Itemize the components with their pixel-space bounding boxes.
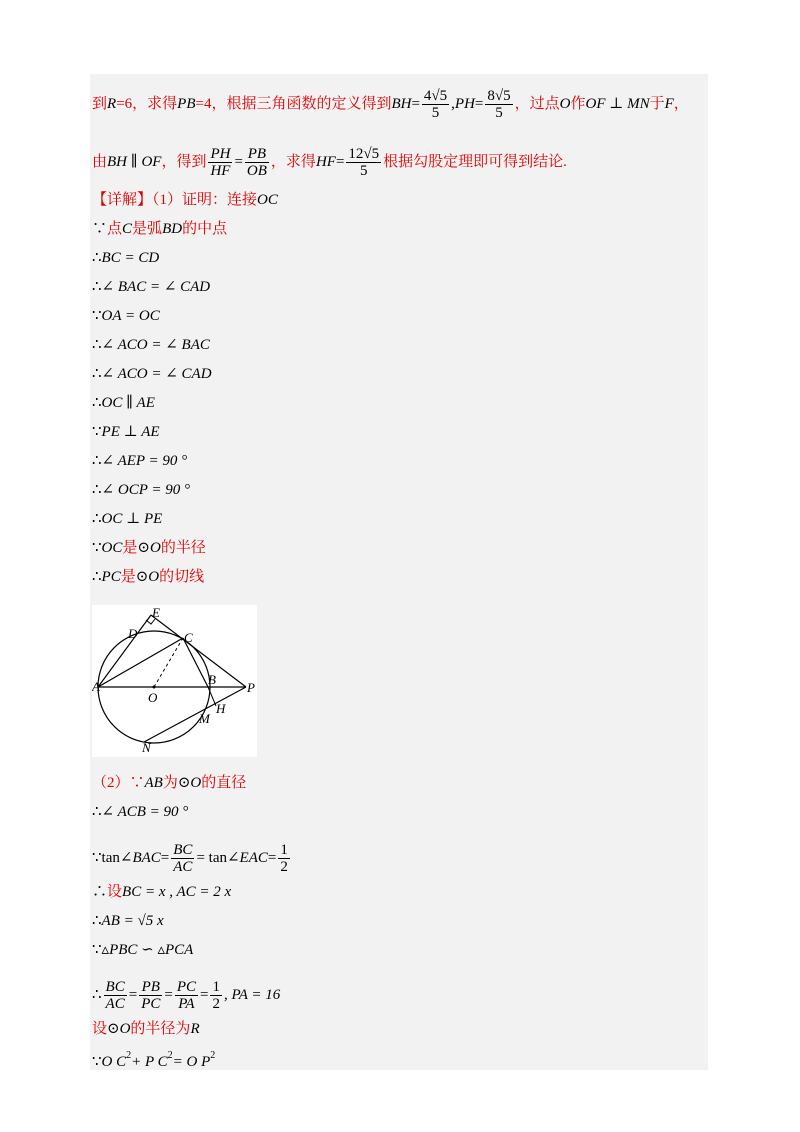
geometry-figure (92, 605, 257, 757)
geometry-diagram (92, 605, 257, 757)
part2-step-3: ∴设BC = x , AC = 2 x (92, 884, 232, 900)
part2-header: （2）∵AB为⊙O的直径 (92, 775, 247, 791)
part2-step-1: ∴∠ ACB = 90 ° (92, 804, 189, 820)
fraction-ph: $\frac{8√5}{5}$ (487, 88, 511, 121)
step-4: ∵OA = OC (92, 308, 160, 324)
line-ep (151, 615, 246, 687)
step-12: ∵OC是⊙O的半径 (92, 540, 206, 556)
part2-step-2: ∵tan∠BAC= $\frac{BC}{AC}$ = tan∠EAC= $\frac{1}{2}$ (92, 842, 288, 875)
label-n: N (142, 740, 151, 755)
part2-step-7: 设⊙O的半径为R (92, 1021, 200, 1037)
step-13: ∴PC是⊙O的切线 (92, 569, 205, 585)
label-c: C (184, 630, 193, 645)
label-a: A (92, 679, 100, 694)
step-9: ∴∠ AEP = 90 ° (92, 453, 188, 469)
part2-step-6: ∴ $\frac{BC}{AC}$ = $\frac{PB}{PC}$ = $\frac{PC}{PA}$ = $\frac{1}{2}$ , PA = 16 (92, 979, 281, 1012)
label-d: D (128, 626, 138, 641)
line-ac (98, 638, 183, 687)
part2-step-5: ∵▵PBC ∽ ▵PCA (92, 942, 194, 958)
step-7: ∴OC ∥ AE (92, 395, 155, 411)
step-8: ∵PE ⊥ AE (92, 424, 160, 440)
hint-line-1: 到R=6，求得PB=4，根据三角函数的定义得到BH= $\frac{4√5}{5}$ ,PH= $\frac{8√5}{5}$ ，过点O作OF ⊥ MN于F， (92, 88, 689, 121)
label-b: B (208, 672, 216, 687)
detail-header: 【详解】（1）证明：连接OC (92, 192, 278, 208)
line-np (144, 687, 246, 742)
fraction-bh: $\frac{4√5}{5}$ (423, 88, 448, 121)
fraction-s6-3: $\frac{PC}{PA}$ (176, 979, 196, 1012)
step-5: ∴∠ ACO = ∠ BAC (92, 337, 210, 353)
step-2: ∴BC = CD (92, 250, 160, 266)
step-11: ∴OC ⊥ PE (92, 511, 163, 527)
fraction-s6-1: $\frac{BC}{AC}$ (105, 979, 125, 1012)
label-o: O (148, 690, 158, 705)
fraction-ph-hf: $\frac{PH}{HF}$ (210, 146, 231, 179)
label-p: P (247, 680, 255, 695)
label-e: E (152, 605, 160, 620)
step-3: ∴∠ BAC = ∠ CAD (92, 279, 211, 295)
step-1: ∵点C是弧BD的中点 (92, 221, 228, 237)
fraction-s6-2: $\frac{PB}{PC}$ (141, 979, 161, 1012)
part2-step-8: ∵O $C^2+ P$ $C^2= O$ $P^2$ (92, 1050, 216, 1070)
step-6: ∴∠ ACO = ∠ CAD (92, 366, 212, 382)
line-ae (98, 615, 151, 687)
fraction-one-half: $\frac{1}{2}$ (280, 842, 288, 875)
fraction-hf: $\frac{12√5}{5}$ (348, 146, 380, 179)
step-10: ∴∠ OCP = 90 ° (92, 482, 190, 498)
fraction-bc-ac: $\frac{BC}{AC}$ (173, 842, 193, 875)
hint-line-2: 由BH ∥ OF，得到 $\frac{PH}{HF}$ = $\frac{PB}{OB}$ ，求得HF= $\frac{12√5}{5}$ 根据勾股定理即可得到结论. (92, 146, 567, 179)
part2-step-4: ∴AB = √5 x (92, 913, 164, 929)
line-oc (154, 638, 183, 687)
label-h: H (216, 701, 226, 716)
label-m: M (199, 711, 210, 726)
fraction-s6-4: $\frac{1}{2}$ (212, 979, 220, 1012)
center-point (153, 686, 156, 689)
fraction-pb-ob: $\frac{PB}{OB}$ (246, 146, 267, 179)
